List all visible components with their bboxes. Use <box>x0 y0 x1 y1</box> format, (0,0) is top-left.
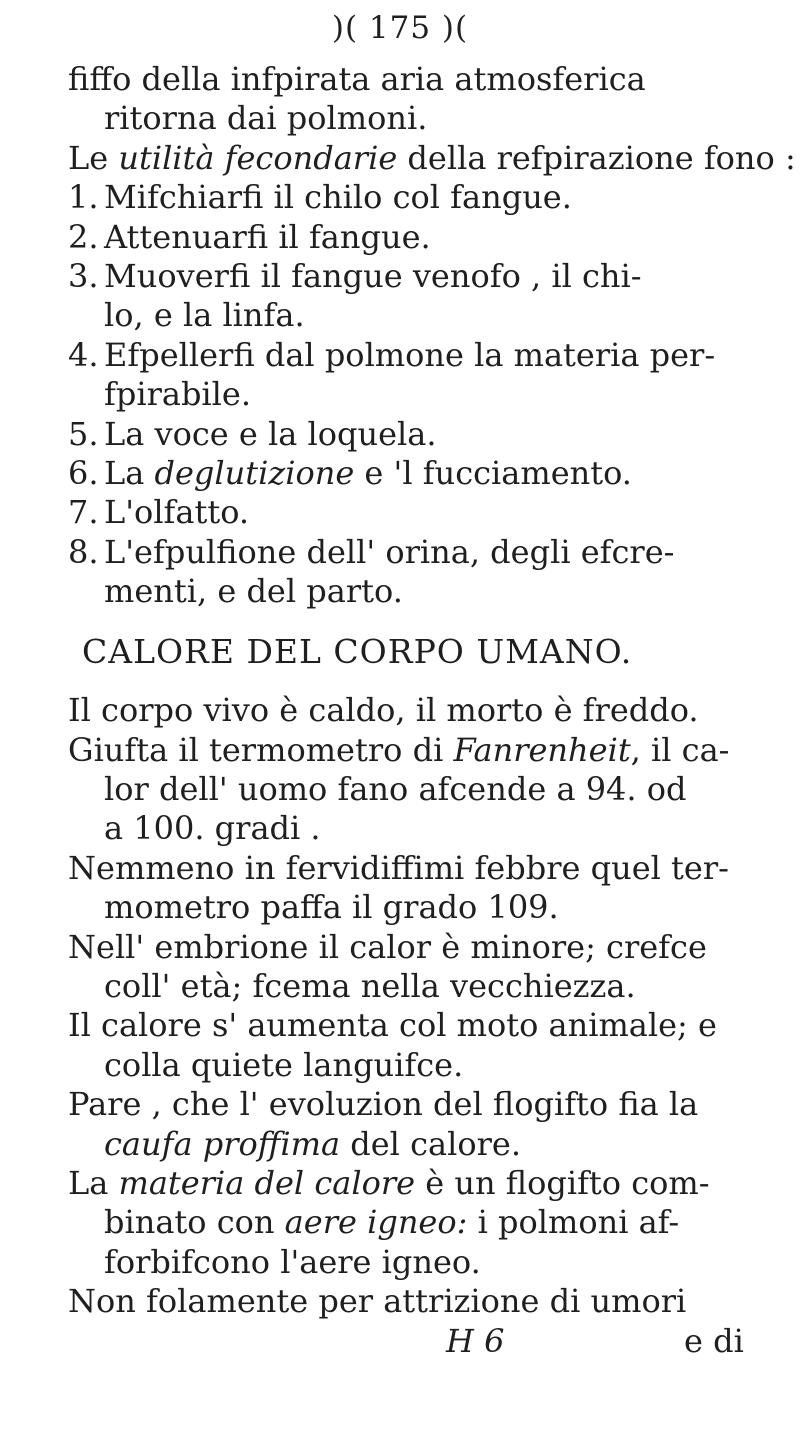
utilita-line: Le utilità fecondarie della refpirazione fono : <box>68 138 796 177</box>
paragraph: Nemmeno in fervidiffimi febbre quel ter- mometro paffa il grado 109. <box>68 848 729 927</box>
paragraph: Nell' embrione il calor è minore; crefce coll' età; fcema nella vecchiezza. <box>68 927 707 1005</box>
list-item: 7. L'olfatto. <box>68 493 250 532</box>
paragraph: La materia del calore è un flogifto com- binato con aere igneo: i polmoni af- forbifcono l'aere igneo. <box>68 1163 710 1281</box>
list-item: 5. La voce e la loquela. <box>68 414 437 453</box>
list-item: 4. Efpellerfi dal polmone la materia per- fpirabile. <box>68 335 716 414</box>
page-body <box>68 60 796 1362</box>
utilita-list <box>68 178 768 611</box>
list-item: 2. Attenuarfi il fangue. <box>68 217 431 256</box>
paragraph: Giufta il termometro di Fanrenheit, il ca- lor dell' uomo fano afcende a 94. od a 100. gradi . <box>68 730 730 848</box>
list-item: 3. Muoverfi il fangue venofo , il chi- lo, e la linfa. <box>68 257 642 335</box>
text-line: fiffo della infpirata aria atmosferica <box>68 60 646 98</box>
text-line: ritorna dai polmoni. <box>104 99 428 138</box>
signature-mark: H 6 <box>446 1321 505 1360</box>
section-heading: CALORE DEL CORPO UMANO. <box>82 631 633 671</box>
list-item: 8. L'efpulfione dell' orina, degli efcre- menti, e del parto. <box>68 532 675 611</box>
paragraph: Il corpo vivo è caldo, il morto è freddo. <box>68 691 699 730</box>
utilita-term: utilità fecondarie <box>118 138 398 177</box>
page-number: )( 175 )( <box>331 10 469 46</box>
page-footer <box>68 1322 768 1362</box>
paragraph: Il calore s' aumenta col moto animale; e colla quiete languifce. <box>68 1006 717 1084</box>
paragraph: Pare , che l' evoluzion del flogifto fia la caufa proffima del calore. <box>68 1085 699 1163</box>
intro-paragraph <box>68 60 768 139</box>
list-item: 6. La deglutizione e 'l fucciamento. <box>68 454 632 493</box>
catchword: e di <box>684 1321 744 1360</box>
list-item: 1. Mifchiarfi il chilo col fangue. <box>68 178 572 217</box>
paragraph: Non folamente per attrizione di umori <box>68 1282 687 1321</box>
